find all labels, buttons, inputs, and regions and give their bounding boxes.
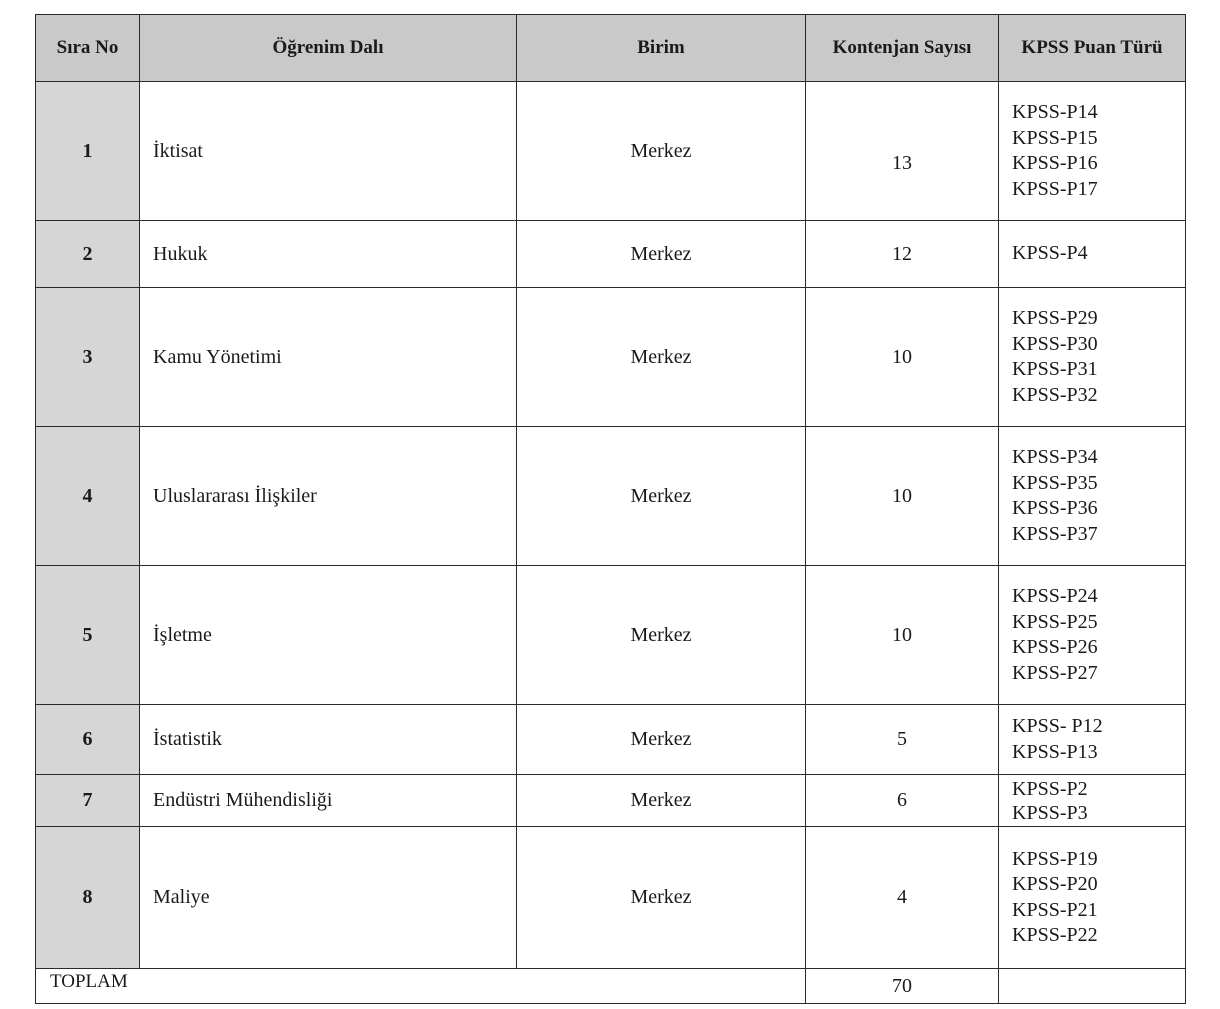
row-birim: Merkez — [517, 82, 806, 221]
header-sira-no: Sıra No — [36, 15, 140, 82]
row-kpss — [999, 427, 1186, 566]
row-birim: Merkez — [517, 566, 806, 705]
table-row — [36, 566, 1186, 705]
kpss-code: KPSS-P21 — [1012, 898, 1098, 921]
row-kpss — [999, 221, 1186, 288]
row-number: 4 — [36, 427, 140, 566]
kpss-code: KPSS-P3 — [1012, 801, 1088, 824]
row-number: 7 — [36, 775, 140, 827]
row-kontenjan: 5 — [806, 705, 999, 775]
kpss-code: KPSS-P24 — [1012, 585, 1098, 607]
row-kpss — [999, 82, 1186, 221]
row-dal: Hukuk — [140, 221, 517, 288]
table-row — [36, 288, 1186, 427]
row-number: 1 — [36, 82, 140, 221]
kpss-code: KPSS-P14 — [1012, 101, 1098, 123]
row-kontenjan: 4 — [806, 827, 999, 969]
row-dal: Uluslararası İlişkiler — [140, 427, 517, 566]
row-kpss — [999, 566, 1186, 705]
row-kpss — [999, 827, 1186, 969]
row-kpss — [999, 288, 1186, 427]
kpss-code: KPSS-P2 — [1012, 777, 1088, 800]
kpss-code: KPSS-P31 — [1012, 358, 1098, 380]
row-dal: Endüstri Mühendisliği — [140, 775, 517, 827]
header-row — [36, 15, 1186, 82]
table-row — [36, 221, 1186, 288]
kpss-code: KPSS-P4 — [1012, 242, 1088, 265]
kpss-code: KPSS-P34 — [1012, 446, 1098, 468]
total-label: TOPLAM — [36, 969, 806, 1004]
row-dal: Maliye — [140, 827, 517, 969]
row-number: 6 — [36, 705, 140, 775]
kpss-code: KPSS-P30 — [1012, 332, 1098, 355]
row-kontenjan: 10 — [806, 288, 999, 427]
table-row — [36, 827, 1186, 969]
row-number: 3 — [36, 288, 140, 427]
row-kontenjan: 10 — [806, 566, 999, 705]
kpss-code: KPSS-P26 — [1012, 636, 1098, 658]
row-kontenjan: 12 — [806, 221, 999, 288]
total-value: 70 — [806, 969, 999, 1004]
row-dal: İktisat — [140, 82, 517, 221]
row-dal: İstatistik — [140, 705, 517, 775]
kpss-code: KPSS-P27 — [1012, 661, 1098, 684]
kpss-code: KPSS-P22 — [1012, 924, 1098, 946]
header-kontenjan: Kontenjan Sayısı — [806, 15, 999, 82]
row-number: 2 — [36, 221, 140, 288]
kpss-code: KPSS-P36 — [1012, 497, 1098, 519]
header-ogrenim-dali: Öğrenim Dalı — [140, 15, 517, 82]
kpss-code: KPSS-P15 — [1012, 126, 1098, 149]
table-row — [36, 775, 1186, 827]
kpss-code: KPSS-P37 — [1012, 522, 1098, 545]
row-dal: Kamu Yönetimi — [140, 288, 517, 427]
kpss-code: KPSS-P32 — [1012, 383, 1098, 406]
kpss-code: KPSS-P16 — [1012, 152, 1098, 174]
row-number: 8 — [36, 827, 140, 969]
kpss-code: KPSS-P25 — [1012, 610, 1098, 633]
row-birim: Merkez — [517, 221, 806, 288]
kpss-code: KPSS- P12 — [1012, 715, 1103, 737]
kpss-code: KPSS-P13 — [1012, 740, 1098, 763]
row-kpss — [999, 775, 1186, 827]
row-kpss — [999, 705, 1186, 775]
header-kpss: KPSS Puan Türü — [999, 15, 1186, 82]
table-row — [36, 427, 1186, 566]
row-number: 5 — [36, 566, 140, 705]
row-birim: Merkez — [517, 705, 806, 775]
kpss-code: KPSS-P35 — [1012, 471, 1098, 494]
kpss-code: KPSS-P17 — [1012, 177, 1098, 200]
row-birim: Merkez — [517, 775, 806, 827]
total-row — [36, 969, 1186, 1004]
row-kontenjan: 13 — [806, 82, 999, 221]
kpss-code: KPSS-P29 — [1012, 307, 1098, 329]
quota-table — [35, 14, 1186, 1004]
row-kontenjan: 6 — [806, 775, 999, 827]
kpss-code: KPSS-P20 — [1012, 873, 1098, 895]
row-birim: Merkez — [517, 427, 806, 566]
row-kontenjan: 10 — [806, 427, 999, 566]
total-kpss-empty — [999, 969, 1186, 1004]
row-dal: İşletme — [140, 566, 517, 705]
table-row — [36, 705, 1186, 775]
row-birim: Merkez — [517, 827, 806, 969]
row-birim: Merkez — [517, 288, 806, 427]
kpss-code: KPSS-P19 — [1012, 847, 1098, 870]
table-row — [36, 82, 1186, 221]
header-birim: Birim — [517, 15, 806, 82]
